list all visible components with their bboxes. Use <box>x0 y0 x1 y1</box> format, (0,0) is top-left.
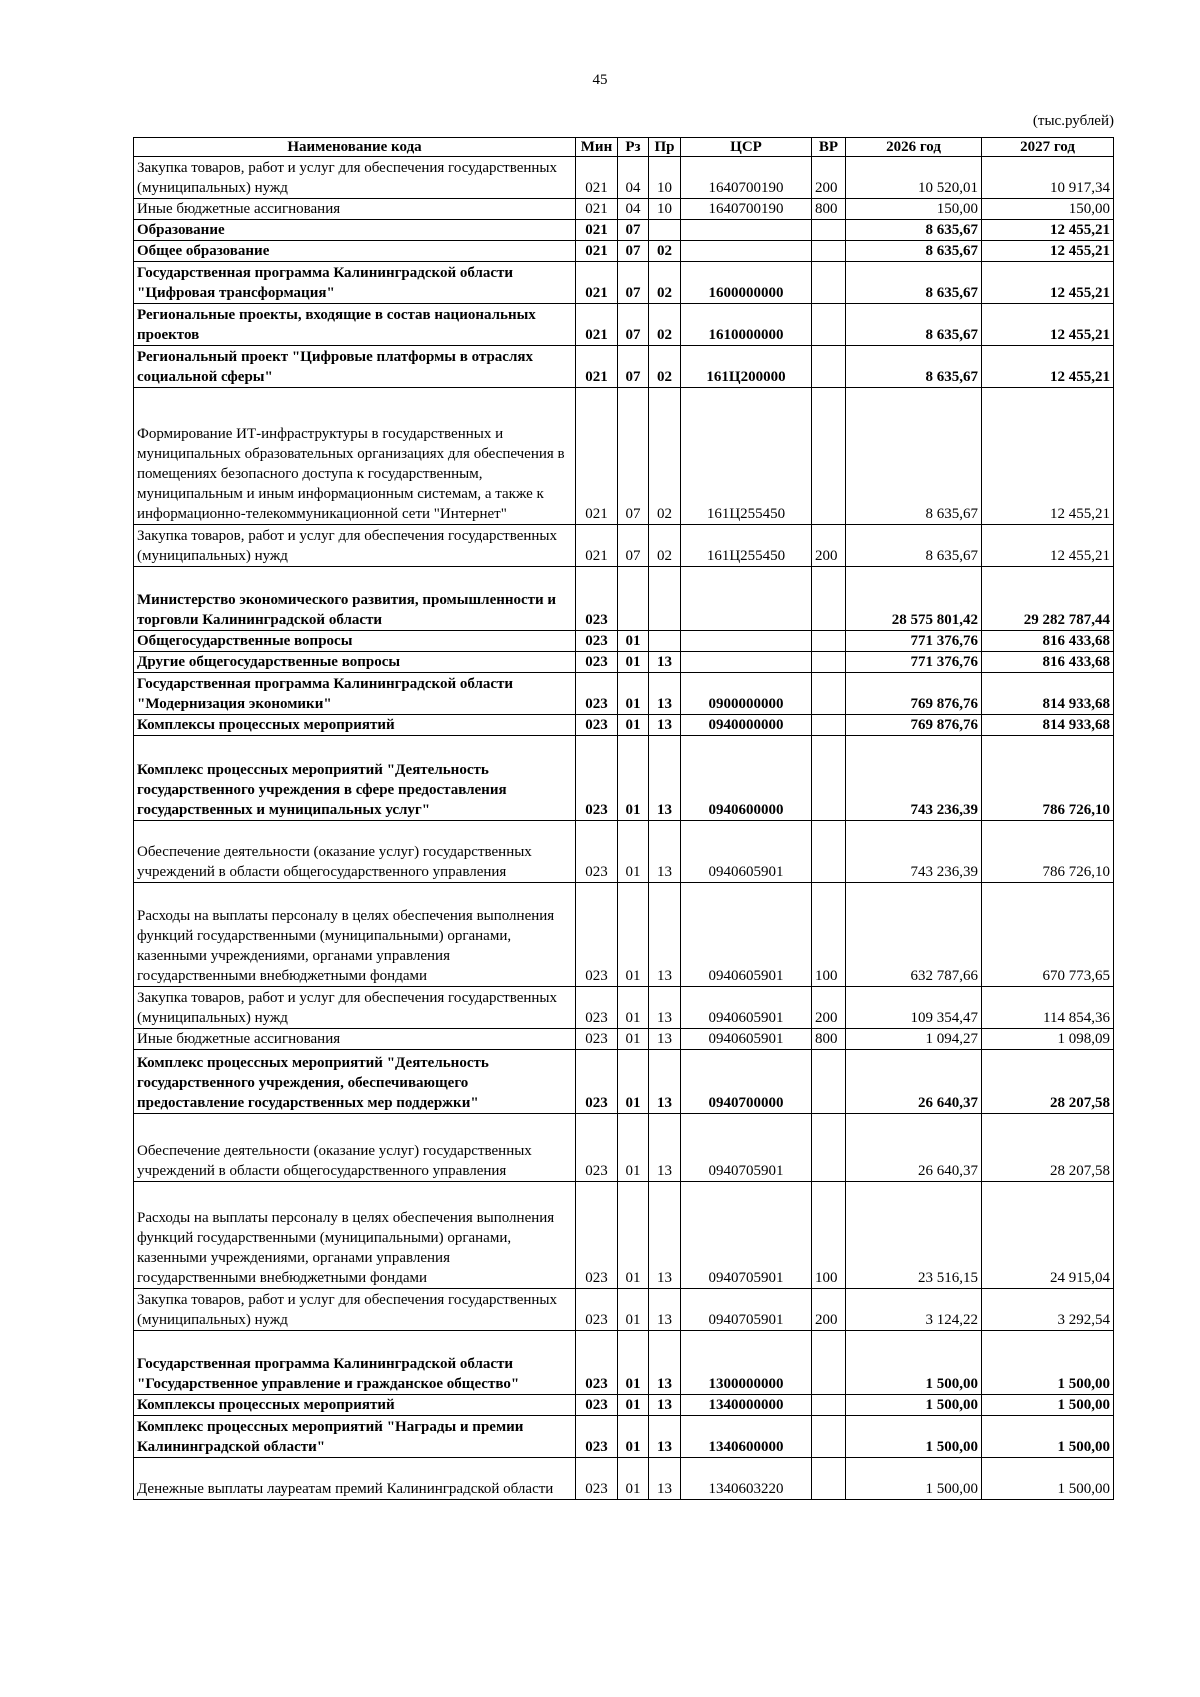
cell-min: 023 <box>576 821 618 883</box>
budget-table <box>133 137 1114 1500</box>
cell-csr: 0940700000 <box>681 1050 812 1114</box>
cell-vr: 200 <box>812 157 846 199</box>
cell-2026: 26 640,37 <box>846 1050 982 1114</box>
cell-vr <box>812 673 846 715</box>
cell-vr <box>812 821 846 883</box>
cell-2027: 12 455,21 <box>982 262 1114 304</box>
cell-2027: 150,00 <box>982 199 1114 220</box>
cell-2026: 8 635,67 <box>846 304 982 346</box>
cell-vr <box>812 262 846 304</box>
cell-vr: 800 <box>812 1029 846 1050</box>
cell-rz: 01 <box>618 1416 649 1458</box>
cell-vr <box>812 304 846 346</box>
cell-name: Закупка товаров, работ и услуг для обеспечения государственных (муниципальных) нужд <box>134 1289 576 1331</box>
cell-pr <box>649 631 681 652</box>
cell-pr: 02 <box>649 388 681 525</box>
cell-vr <box>812 567 846 631</box>
cell-pr: 13 <box>649 1182 681 1289</box>
cell-name: Комплекс процессных мероприятий "Деятельность государственного учреждения, обеспечивающего предоставление государственных мер поддержки" <box>134 1050 576 1114</box>
cell-2027: 1 500,00 <box>982 1458 1114 1500</box>
cell-csr: 1610000000 <box>681 304 812 346</box>
cell-name: Государственная программа Калининградской области "Цифровая трансформация" <box>134 262 576 304</box>
cell-min: 021 <box>576 241 618 262</box>
cell-pr: 02 <box>649 262 681 304</box>
cell-vr: 800 <box>812 199 846 220</box>
cell-2026: 632 787,66 <box>846 883 982 987</box>
table-row <box>134 262 1114 304</box>
cell-2026: 1 500,00 <box>846 1416 982 1458</box>
cell-name: Комплексы процессных мероприятий <box>134 1395 576 1416</box>
cell-name: Государственная программа Калининградской области "Государственное управление и гражданское общество" <box>134 1331 576 1395</box>
cell-pr: 02 <box>649 525 681 567</box>
cell-name: Государственная программа Калининградской области "Модернизация экономики" <box>134 673 576 715</box>
cell-vr <box>812 1416 846 1458</box>
cell-vr: 200 <box>812 987 846 1029</box>
cell-2027: 12 455,21 <box>982 304 1114 346</box>
cell-pr: 13 <box>649 1114 681 1182</box>
cell-name: Министерство экономического развития, промышленности и торговли Калининградской области <box>134 567 576 631</box>
cell-name: Образование <box>134 220 576 241</box>
cell-pr: 13 <box>649 987 681 1029</box>
cell-rz: 01 <box>618 1331 649 1395</box>
cell-pr: 02 <box>649 346 681 388</box>
table-row <box>134 346 1114 388</box>
cell-csr: 0940605901 <box>681 821 812 883</box>
cell-pr: 13 <box>649 821 681 883</box>
cell-csr: 161Ц255450 <box>681 525 812 567</box>
cell-min: 023 <box>576 631 618 652</box>
cell-rz: 04 <box>618 157 649 199</box>
cell-min: 023 <box>576 1458 618 1500</box>
table-row <box>134 525 1114 567</box>
cell-csr: 1300000000 <box>681 1331 812 1395</box>
cell-2027: 1 500,00 <box>982 1331 1114 1395</box>
cell-2026: 8 635,67 <box>846 346 982 388</box>
cell-csr: 1340000000 <box>681 1395 812 1416</box>
cell-name: Закупка товаров, работ и услуг для обеспечения государственных (муниципальных) нужд <box>134 157 576 199</box>
cell-2026: 771 376,76 <box>846 652 982 673</box>
cell-vr <box>812 631 846 652</box>
table-row <box>134 987 1114 1029</box>
cell-2027: 29 282 787,44 <box>982 567 1114 631</box>
cell-2027: 814 933,68 <box>982 673 1114 715</box>
cell-min: 021 <box>576 220 618 241</box>
table-row <box>134 1395 1114 1416</box>
cell-min: 023 <box>576 1289 618 1331</box>
cell-min: 021 <box>576 388 618 525</box>
cell-vr <box>812 220 846 241</box>
cell-rz: 01 <box>618 1050 649 1114</box>
cell-vr: 100 <box>812 883 846 987</box>
cell-pr: 10 <box>649 157 681 199</box>
cell-vr <box>812 388 846 525</box>
cell-pr: 10 <box>649 199 681 220</box>
cell-2027: 3 292,54 <box>982 1289 1114 1331</box>
cell-csr: 0940600000 <box>681 736 812 821</box>
cell-pr <box>649 220 681 241</box>
cell-csr: 1340603220 <box>681 1458 812 1500</box>
cell-vr <box>812 1458 846 1500</box>
cell-2026: 150,00 <box>846 199 982 220</box>
table-row <box>134 1029 1114 1050</box>
cell-2027: 1 098,09 <box>982 1029 1114 1050</box>
cell-2026: 1 500,00 <box>846 1331 982 1395</box>
table-row <box>134 1050 1114 1114</box>
cell-vr <box>812 1331 846 1395</box>
cell-min: 021 <box>576 199 618 220</box>
cell-2027: 814 933,68 <box>982 715 1114 736</box>
cell-csr: 1340600000 <box>681 1416 812 1458</box>
cell-min: 023 <box>576 1029 618 1050</box>
cell-rz: 01 <box>618 1395 649 1416</box>
cell-csr: 1600000000 <box>681 262 812 304</box>
cell-2027: 12 455,21 <box>982 388 1114 525</box>
cell-vr <box>812 1050 846 1114</box>
cell-name: Комплекс процессных мероприятий "Деятельность государственного учреждения в сфере предоставления государственных и муниципальных услуг" <box>134 736 576 821</box>
units-label: (тыс.рублей) <box>1032 113 1114 129</box>
cell-name: Обеспечение деятельности (оказание услуг) государственных учреждений в области общегосударственного управления <box>134 1114 576 1182</box>
cell-name: Региональные проекты, входящие в состав национальных проектов <box>134 304 576 346</box>
cell-min: 023 <box>576 567 618 631</box>
cell-rz: 07 <box>618 304 649 346</box>
cell-pr: 13 <box>649 715 681 736</box>
cell-pr: 13 <box>649 1050 681 1114</box>
cell-name: Обеспечение деятельности (оказание услуг) государственных учреждений в области общегосударственного управления <box>134 821 576 883</box>
cell-name: Денежные выплаты лауреатам премий Калининградской области <box>134 1458 576 1500</box>
cell-2027: 12 455,21 <box>982 346 1114 388</box>
cell-csr: 161Ц255450 <box>681 388 812 525</box>
cell-min: 023 <box>576 1050 618 1114</box>
cell-vr <box>812 736 846 821</box>
cell-csr <box>681 241 812 262</box>
table-row <box>134 821 1114 883</box>
table-row <box>134 567 1114 631</box>
header-rz: Рз <box>618 138 649 157</box>
cell-2026: 743 236,39 <box>846 736 982 821</box>
cell-rz: 07 <box>618 388 649 525</box>
table-row <box>134 388 1114 525</box>
cell-rz: 01 <box>618 652 649 673</box>
cell-pr: 13 <box>649 1289 681 1331</box>
cell-2027: 816 433,68 <box>982 652 1114 673</box>
cell-name: Иные бюджетные ассигнования <box>134 1029 576 1050</box>
cell-min: 023 <box>576 1416 618 1458</box>
cell-rz: 01 <box>618 715 649 736</box>
header-2026: 2026 год <box>846 138 982 157</box>
cell-rz: 01 <box>618 1114 649 1182</box>
cell-rz: 07 <box>618 220 649 241</box>
cell-csr <box>681 220 812 241</box>
cell-pr: 13 <box>649 1416 681 1458</box>
cell-rz: 01 <box>618 987 649 1029</box>
cell-min: 023 <box>576 715 618 736</box>
cell-name: Региональный проект "Цифровые платформы в отраслях социальной сферы" <box>134 346 576 388</box>
cell-csr: 0940705901 <box>681 1182 812 1289</box>
cell-name: Комплексы процессных мероприятий <box>134 715 576 736</box>
cell-2026: 8 635,67 <box>846 525 982 567</box>
header-csr: ЦСР <box>681 138 812 157</box>
table-row <box>134 1416 1114 1458</box>
cell-2027: 28 207,58 <box>982 1114 1114 1182</box>
cell-rz: 07 <box>618 241 649 262</box>
cell-min: 023 <box>576 987 618 1029</box>
table-row <box>134 631 1114 652</box>
cell-2027: 10 917,34 <box>982 157 1114 199</box>
cell-rz: 01 <box>618 673 649 715</box>
cell-2026: 26 640,37 <box>846 1114 982 1182</box>
cell-csr: 161Ц200000 <box>681 346 812 388</box>
cell-2026: 8 635,67 <box>846 262 982 304</box>
cell-rz: 01 <box>618 1029 649 1050</box>
cell-2026: 1 094,27 <box>846 1029 982 1050</box>
cell-rz: 07 <box>618 525 649 567</box>
cell-rz <box>618 567 649 631</box>
cell-pr: 13 <box>649 883 681 987</box>
table-header-row <box>134 138 1114 157</box>
cell-min: 021 <box>576 157 618 199</box>
cell-csr: 0940605901 <box>681 987 812 1029</box>
cell-rz: 07 <box>618 262 649 304</box>
cell-pr: 13 <box>649 736 681 821</box>
cell-vr <box>812 241 846 262</box>
cell-min: 023 <box>576 736 618 821</box>
cell-vr <box>812 652 846 673</box>
table-row <box>134 1331 1114 1395</box>
table-row <box>134 1182 1114 1289</box>
table-row <box>134 157 1114 199</box>
cell-rz: 01 <box>618 1289 649 1331</box>
cell-2027: 12 455,21 <box>982 241 1114 262</box>
cell-min: 023 <box>576 1114 618 1182</box>
header-name: Наименование кода <box>134 138 576 157</box>
cell-min: 021 <box>576 525 618 567</box>
cell-vr: 200 <box>812 1289 846 1331</box>
cell-name: Общее образование <box>134 241 576 262</box>
cell-2027: 1 500,00 <box>982 1416 1114 1458</box>
header-pr: Пр <box>649 138 681 157</box>
cell-name: Расходы на выплаты персоналу в целях обеспечения выполнения функций государственными (муниципальными) органами, казенными учреждениями, органами управления государственными внебюджетными фондами <box>134 883 576 987</box>
cell-2027: 28 207,58 <box>982 1050 1114 1114</box>
cell-2026: 1 500,00 <box>846 1458 982 1500</box>
cell-vr: 200 <box>812 525 846 567</box>
cell-name: Комплекс процессных мероприятий "Награды и премии Калининградской области" <box>134 1416 576 1458</box>
cell-csr: 1640700190 <box>681 199 812 220</box>
cell-2026: 10 520,01 <box>846 157 982 199</box>
table-row <box>134 1289 1114 1331</box>
cell-csr: 0940000000 <box>681 715 812 736</box>
cell-rz: 01 <box>618 1458 649 1500</box>
cell-csr: 1640700190 <box>681 157 812 199</box>
cell-name: Общегосударственные вопросы <box>134 631 576 652</box>
table-row <box>134 652 1114 673</box>
cell-vr <box>812 1395 846 1416</box>
cell-csr: 0940605901 <box>681 883 812 987</box>
cell-2026: 771 376,76 <box>846 631 982 652</box>
cell-2026: 769 876,76 <box>846 715 982 736</box>
table-row <box>134 673 1114 715</box>
cell-2027: 670 773,65 <box>982 883 1114 987</box>
cell-pr: 02 <box>649 241 681 262</box>
cell-pr: 13 <box>649 1395 681 1416</box>
cell-min: 023 <box>576 673 618 715</box>
cell-2027: 786 726,10 <box>982 736 1114 821</box>
cell-pr: 13 <box>649 673 681 715</box>
cell-csr <box>681 567 812 631</box>
table-row <box>134 1114 1114 1182</box>
cell-rz: 01 <box>618 631 649 652</box>
cell-2027: 816 433,68 <box>982 631 1114 652</box>
cell-name: Иные бюджетные ассигнования <box>134 199 576 220</box>
cell-name: Расходы на выплаты персоналу в целях обеспечения выполнения функций государственными (муниципальными) органами, казенными учреждениями, органами управления государственными внебюджетными фондами <box>134 1182 576 1289</box>
table-row <box>134 736 1114 821</box>
cell-vr <box>812 346 846 388</box>
cell-pr: 13 <box>649 1458 681 1500</box>
cell-pr: 13 <box>649 652 681 673</box>
table-row <box>134 304 1114 346</box>
cell-csr: 0940705901 <box>681 1289 812 1331</box>
header-2027: 2027 год <box>982 138 1114 157</box>
cell-vr <box>812 1114 846 1182</box>
cell-min: 023 <box>576 652 618 673</box>
cell-csr <box>681 631 812 652</box>
cell-csr: 0940705901 <box>681 1114 812 1182</box>
cell-min: 023 <box>576 1182 618 1289</box>
table-row <box>134 220 1114 241</box>
cell-pr: 13 <box>649 1331 681 1395</box>
cell-min: 021 <box>576 346 618 388</box>
table-row <box>134 715 1114 736</box>
cell-min: 021 <box>576 304 618 346</box>
cell-2027: 114 854,36 <box>982 987 1114 1029</box>
cell-name: Формирование ИТ-инфраструктуры в государственных и муниципальных образовательных организациях для обеспечения в помещениях безопасного доступа к государственным, муниципальным и иным информационным системам, а также к информационно-телекоммуникационной сети "Интернет" <box>134 388 576 525</box>
table-row <box>134 199 1114 220</box>
cell-vr: 100 <box>812 1182 846 1289</box>
cell-vr <box>812 715 846 736</box>
cell-2027: 24 915,04 <box>982 1182 1114 1289</box>
table-row <box>134 883 1114 987</box>
cell-2027: 786 726,10 <box>982 821 1114 883</box>
cell-2026: 1 500,00 <box>846 1395 982 1416</box>
cell-csr: 0940605901 <box>681 1029 812 1050</box>
cell-2026: 23 516,15 <box>846 1182 982 1289</box>
cell-2026: 8 635,67 <box>846 241 982 262</box>
cell-rz: 01 <box>618 736 649 821</box>
cell-csr <box>681 652 812 673</box>
cell-pr: 02 <box>649 304 681 346</box>
cell-rz: 07 <box>618 346 649 388</box>
cell-2027: 1 500,00 <box>982 1395 1114 1416</box>
cell-pr: 13 <box>649 1029 681 1050</box>
header-min: Мин <box>576 138 618 157</box>
cell-min: 023 <box>576 883 618 987</box>
cell-min: 023 <box>576 1395 618 1416</box>
page-number: 45 <box>592 72 608 88</box>
cell-rz: 04 <box>618 199 649 220</box>
cell-pr <box>649 567 681 631</box>
table-row <box>134 241 1114 262</box>
cell-2026: 28 575 801,42 <box>846 567 982 631</box>
cell-name: Закупка товаров, работ и услуг для обеспечения государственных (муниципальных) нужд <box>134 987 576 1029</box>
cell-rz: 01 <box>618 883 649 987</box>
header-vr: ВР <box>812 138 846 157</box>
cell-csr: 0900000000 <box>681 673 812 715</box>
cell-rz: 01 <box>618 821 649 883</box>
cell-name: Другие общегосударственные вопросы <box>134 652 576 673</box>
cell-2026: 109 354,47 <box>846 987 982 1029</box>
cell-2026: 8 635,67 <box>846 220 982 241</box>
cell-2027: 12 455,21 <box>982 525 1114 567</box>
cell-2026: 3 124,22 <box>846 1289 982 1331</box>
cell-rz: 01 <box>618 1182 649 1289</box>
cell-2026: 743 236,39 <box>846 821 982 883</box>
cell-min: 021 <box>576 262 618 304</box>
cell-2026: 8 635,67 <box>846 388 982 525</box>
cell-name: Закупка товаров, работ и услуг для обеспечения государственных (муниципальных) нужд <box>134 525 576 567</box>
cell-min: 023 <box>576 1331 618 1395</box>
cell-2027: 12 455,21 <box>982 220 1114 241</box>
table-row <box>134 1458 1114 1500</box>
cell-2026: 769 876,76 <box>846 673 982 715</box>
